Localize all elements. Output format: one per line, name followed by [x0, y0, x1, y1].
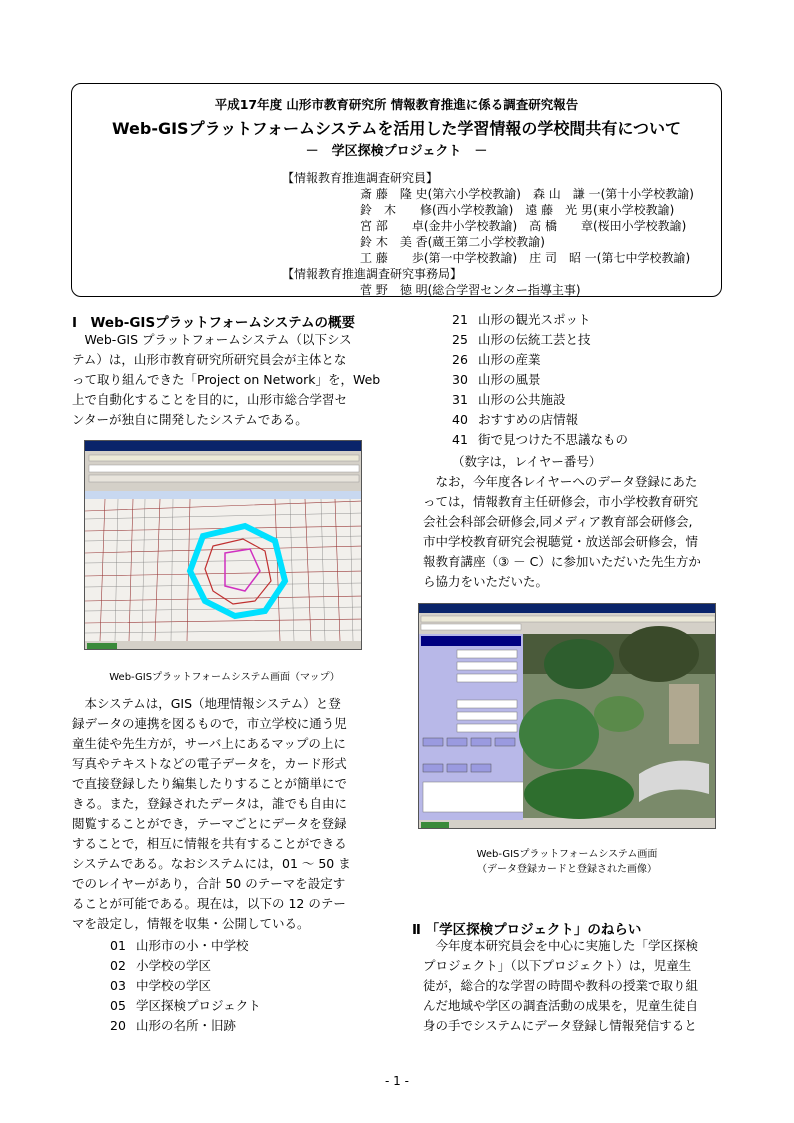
data-card-screenshot [418, 603, 716, 829]
staff-line: 菅 野 徳 明(総合学習センター指導主事) [360, 283, 581, 297]
layer-list-right [452, 310, 628, 450]
list-item: 30 山形の風景 [452, 372, 541, 387]
text-line: 徒が，総合的な学習の時間や教科の授業で取り組 [423, 978, 699, 993]
text-line: 本システムは，GIS（地理情報システム）と登 [72, 696, 341, 711]
paper-title: Web-GISプラットフォームシステムを活用した学習情報の学校間共有について [111, 119, 682, 138]
list-item: 41 街で見つけた不思議なもの [452, 432, 629, 447]
text-line: Web-GIS プラットフォームシステム（以下シス [72, 332, 352, 347]
text-line: 今年度本研究員会を中心に実施した「学区探検 [423, 938, 699, 953]
text-line: っては，情報教育主任研修会，市小学校教育研究 [423, 494, 699, 509]
text-line: マを設定し，情報を収集・公開している。 [72, 916, 310, 931]
text-line: 上で自動化することを目的に，山形市総合学習セ [72, 392, 348, 407]
text-line: なお，今年度各レイヤーへのデータ登録にあた [423, 474, 698, 489]
text-line: でのレイヤーがあり，合計 50 のテーマを設定す [72, 876, 346, 891]
section1-para1 [72, 330, 387, 430]
list-item: 02 小学校の学区 [110, 958, 212, 973]
list-item: 05 学区探検プロジェクト [110, 998, 261, 1013]
text-line: 報教育講座（③ － C）に参加いただいた先生方か [423, 554, 701, 569]
text-line: 会社会科部会研修会,同メディア教育部会研修会, [423, 514, 693, 529]
text-line: ることが可能である。現在は，以下の 12 のテー [72, 896, 346, 911]
list-item: 25 山形の伝統工芸と技 [452, 332, 591, 347]
list-item: 26 山形の産業 [452, 352, 541, 367]
text-line: することで，相互に情報を共有することができる [72, 836, 347, 851]
text-line: プロジェクト」（以下プロジェクト）は，児童生 [423, 958, 692, 973]
list-item: 40 おすすめの店情報 [452, 412, 579, 427]
layer-note: （数字は，レイヤー番号） [452, 454, 602, 469]
text-line: ら協力をいただいた。 [423, 574, 549, 589]
text-line: って取り組んできた「Project on Network」を，Web [72, 372, 381, 387]
member-line: 宮 部 卓(金井小学校教諭) 高 橋 章(桜田小学校教諭) [360, 219, 687, 233]
text-line: で直接登録したり編集したりすることが簡単にで [72, 776, 348, 791]
section2-para [423, 936, 723, 1036]
list-item: 31 山形の公共施設 [452, 392, 566, 407]
report-series-line: 平成17年度 山形市教育研究所 情報教育推進に係る調査研究報告 [214, 97, 579, 112]
member-line: 工 藤 歩(第一中学校教諭) 庄 司 昭 一(第七中学校教諭) [360, 251, 691, 265]
member-line: 鈴 木 美 香(蔵王第二小学校教諭) [360, 235, 545, 249]
text-line: 写真やテキストなどの電子データを，カード形式 [72, 756, 347, 771]
researchers-label: 【情報教育推進調査研究員】 [282, 171, 439, 185]
text-line: 市中学校教育研究会視聴覚・放送部会研修会，情 [423, 534, 699, 549]
member-line: 鈴 木 修(西小学校教諭) 遠 藤 光 男(東小学校教諭) [360, 203, 675, 217]
section2-heading: Ⅱ 「学区探検プロジェクト」のねらい [412, 922, 642, 938]
office-label: 【情報教育推進調査研究事務局】 [282, 267, 463, 281]
text-line: ンターが独自に開発したシステムである。 [72, 412, 308, 427]
text-line: 閲覧することができ，テーマごとにデータを登録 [72, 816, 347, 831]
member-line: 斎 藤 隆 史(第六小学校教諭) 森 山 謙 一(第十小学校教諭) [360, 187, 694, 201]
text-line: きる。また，登録されたデータは，誰でも自由に [72, 796, 348, 811]
list-item: 01 山形市の小・中学校 [110, 938, 249, 953]
figure-caption-card-line1: Web-GISプラットフォームシステム画面 [476, 849, 658, 860]
section1-para2 [72, 694, 387, 934]
figure-caption-map: Web-GISプラットフォームシステム画面（マップ） [109, 672, 340, 683]
list-item: 03 中学校の学区 [110, 978, 212, 993]
text-line: んだ地域や学区の調査活動の成果を，児童生徒自 [423, 998, 699, 1013]
section1-para3 [423, 472, 723, 592]
section1-heading: Ⅰ Web-GISプラットフォームシステムの概要 [72, 315, 355, 331]
page-number: - 1 - [385, 1074, 409, 1088]
list-item: 21 山形の観光スポット [452, 312, 591, 327]
text-line: システムである。なおシステムには，01 ～ 50 ま [72, 856, 351, 871]
text-line: テム）は，山形市教育研究所研究員会が主体とな [72, 352, 347, 367]
list-item: 20 山形の名所・旧跡 [110, 1018, 237, 1033]
layer-list-left [110, 936, 261, 1036]
figure-caption-card-line2: （データ登録カードと登録された画像） [477, 864, 657, 875]
text-line: 童生徒や先生方が，サーバ上にあるマップの上に [72, 736, 346, 751]
text-line: 身の手でシステムにデータ登録し情報発信すると [423, 1018, 697, 1033]
map-screenshot [84, 440, 362, 650]
text-line: 録データの連携を図るもので，市立学校に通う児 [72, 716, 347, 731]
paper-subtitle: － 学区探検プロジェクト － [305, 144, 488, 159]
